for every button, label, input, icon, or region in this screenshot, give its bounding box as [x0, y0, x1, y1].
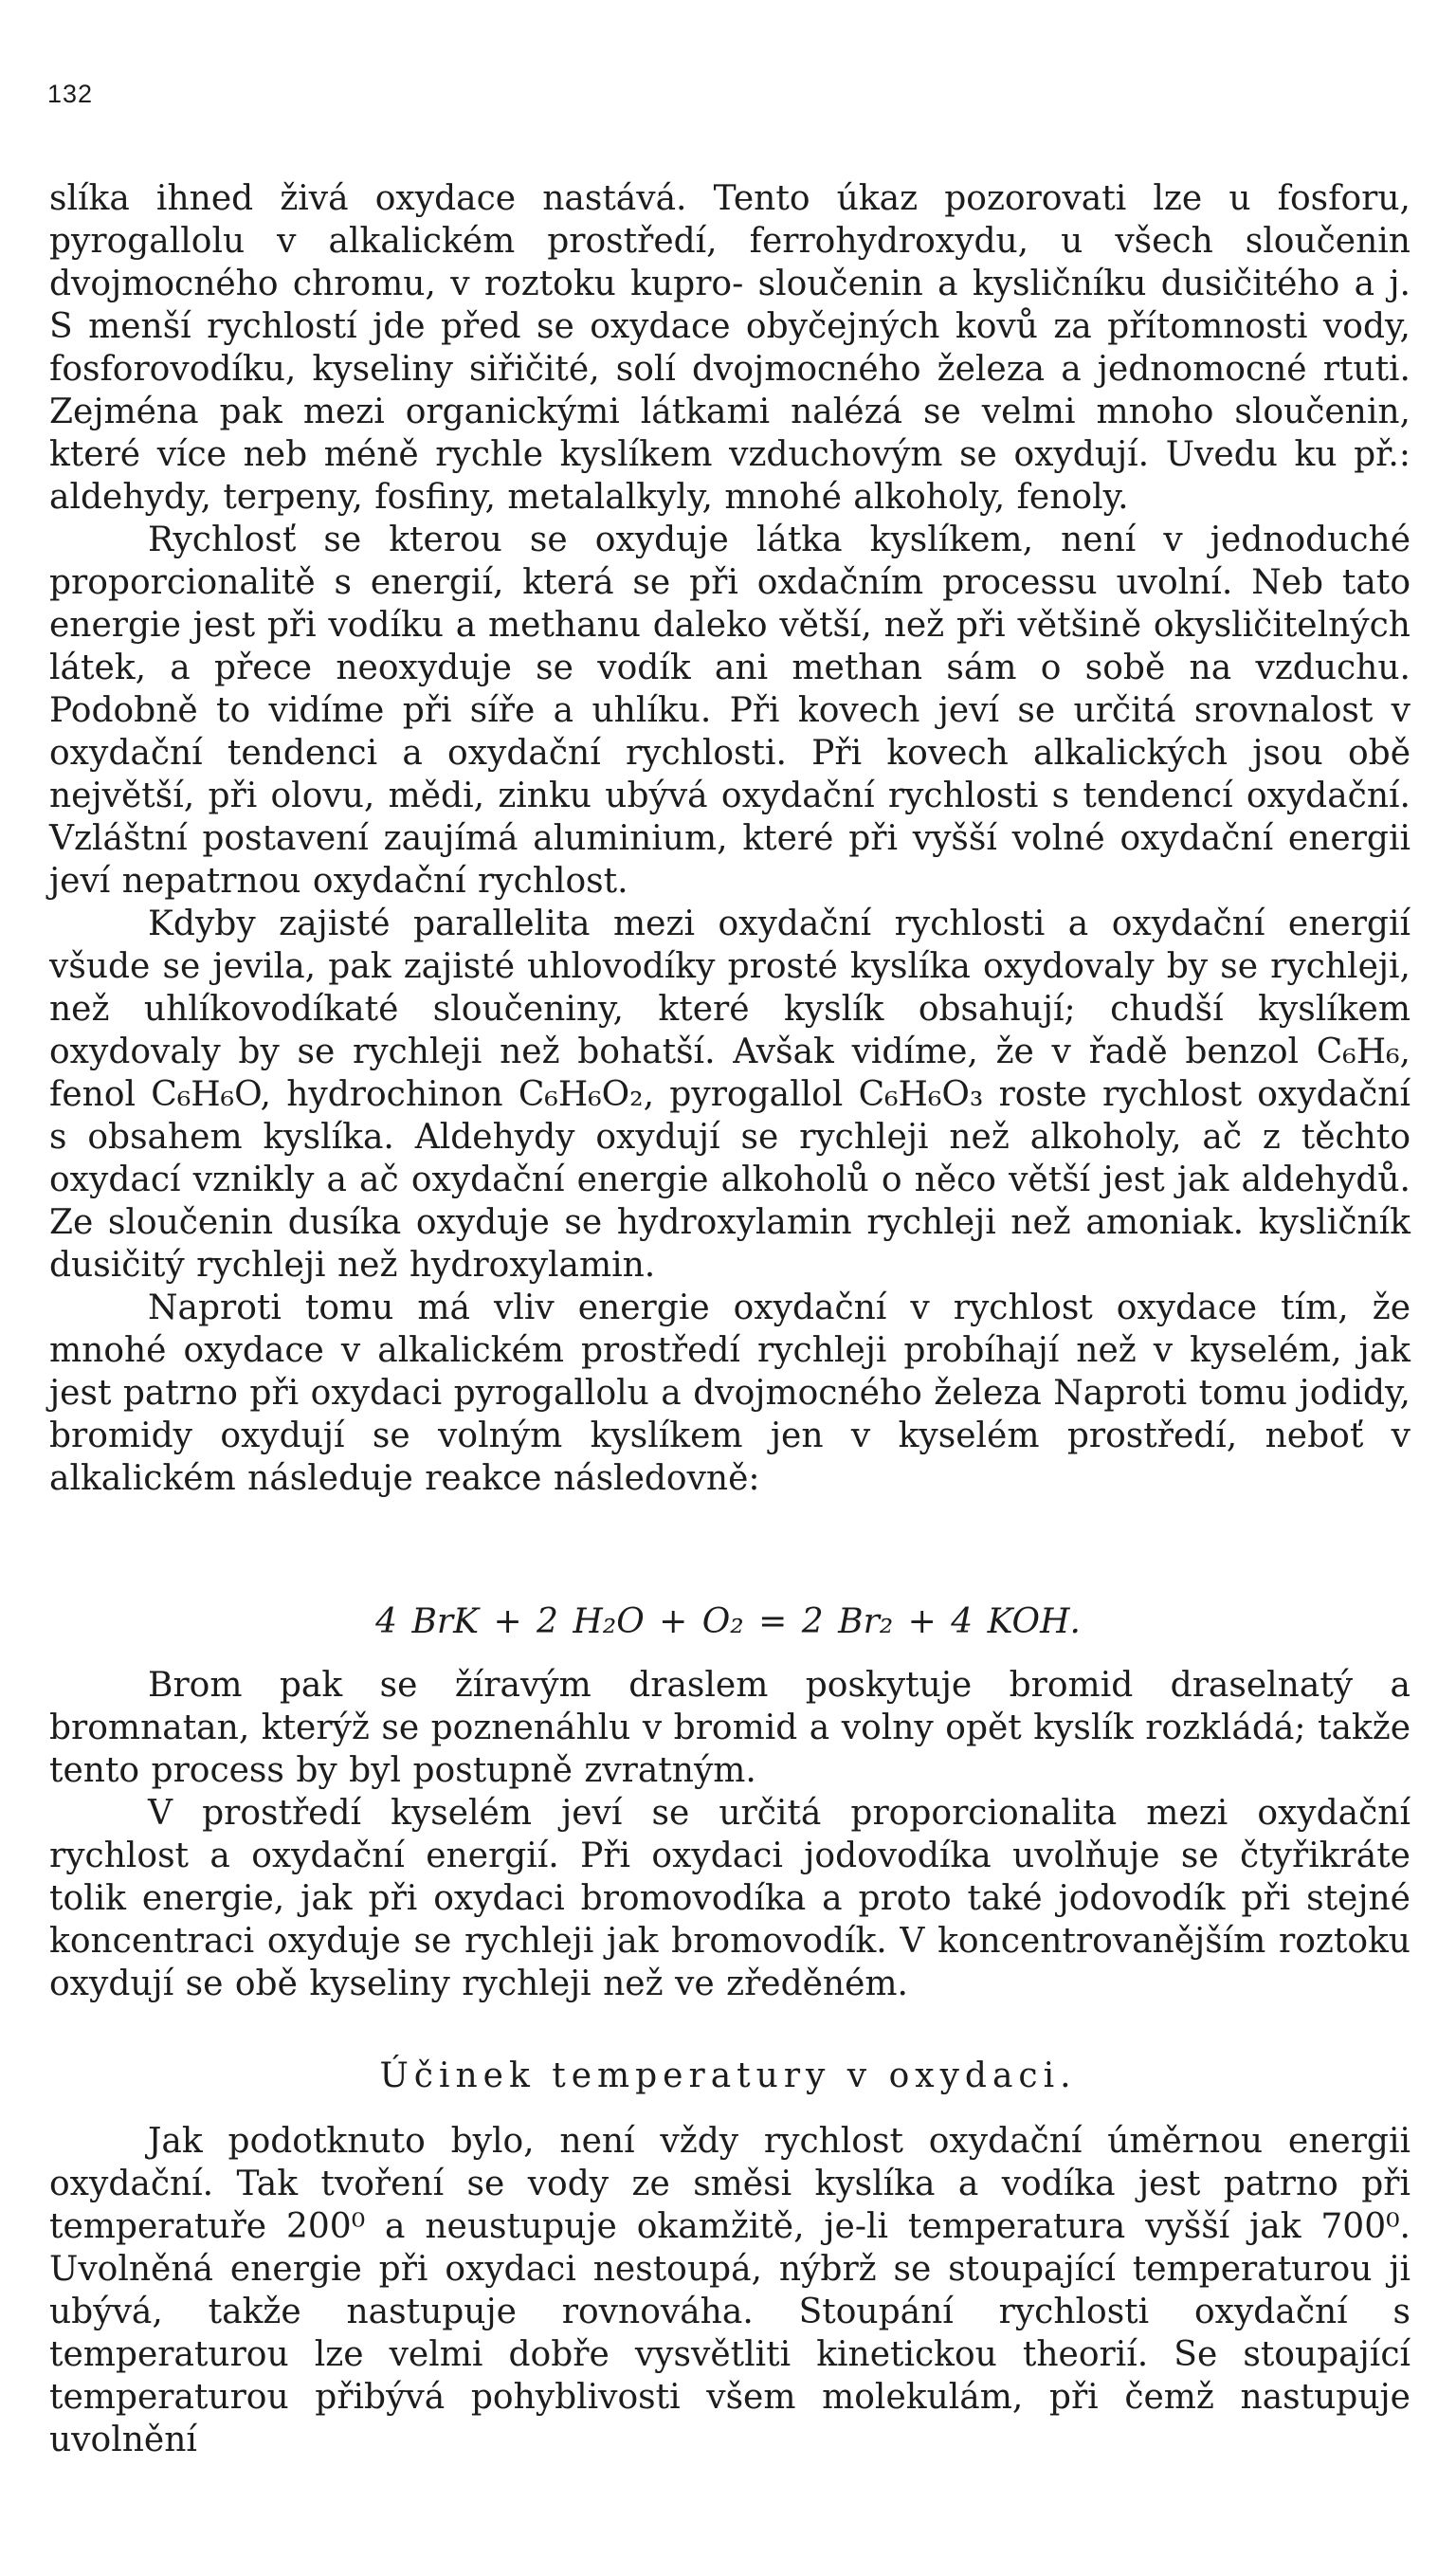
paragraph: Jak podotknuto bylo, není vždy rychlost oxydační úměrnou energii oxydační. Tak tvoření se vody ze směsi kyslíka a vodíka jest patrno při temperatuře 200⁰ a neustupuje okamžitě, je-li temperatura vyšší jak 700⁰. Uvolněná energie při oxydaci nestoupá, nýbrž se stoupající temperaturou ji ubývá, takže nastupuje rovnováha. Stoupání rychlosti oxydační s temperaturou lze velmi dobře vysvětliti kinetickou theorií. Se stoupající temperaturou přibývá pohyblivosti všem molekulám, při čemž nastupuje uvolnění — [49, 2122, 1410, 2459]
text-block-temperature — [49, 2120, 1410, 2461]
paragraph: V prostředí kyselém jeví se určitá proporcionalita mezi oxydační rychlost a oxydační energií. Při oxydaci jodovodíka uvolňuje se čtyřikráte tolik energie, jak při oxydaci bromovodíka a proto také jodovodík při stejné koncentraci oxyduje se rychleji jak bromovodík. V koncentrovanějším roztoku oxydují se obě kyseliny rychleji než ve zředěném. — [49, 1794, 1410, 2003]
paragraph: Naproti tomu má vliv energie oxydační v rychlost oxydace tím, že mnohé oxydace v alkalickém prostředí rychleji probíhají než v kyselém, jak jest patrno při oxydaci pyrogallolu a dvojmocného železa Naproti tomu jodidy, bromidy oxydují se volným kyslíkem jen v kyselém prostředí, neboť v alkalickém následuje reakce následovně: — [49, 1288, 1410, 1498]
paragraph: Brom pak se žíravým draslem poskytuje bromid draselnatý a bromnatan, kterýž se poznenáhlu v bromid a volny opět kyslík rozkládá; takže tento process by byl postupně zvratným. — [49, 1666, 1410, 1790]
paragraph: Rychlosť se kterou se oxyduje látka kyslíkem, není v jednoduché proporcionalitě s energií, která se při oxdačním processu uvolní. Neb tato energie jest při vodíku a methanu daleko větší, než při většině okysličitelných látek, a přece neoxyduje se vodík ani methan sám o sobě na vzduchu. Podobně to vidíme při síře a uhlíku. Při kovech jeví se určitá srovnalost v oxydační tendenci a oxydační rychlosti. Při kovech alkalických jsou obě největší, při olovu, mědi, zinku ubývá oxydační rychlosti s tendencí oxydační. Vzláštní postavení zaujímá aluminium, které při vyšší volné oxydační energii jeví nepatrnou oxydační rychlost. — [49, 521, 1410, 901]
paragraph: Kdyby zajisté parallelita mezi oxydační rychlosti a oxydační energií všude se jevila, pak zajisté uhlovodíky prosté kyslíka oxydovaly by se rychleji, než uhlíkovodíkaté sloučeniny, které kyslík obsahují; chudší kyslíkem oxydovaly by se rychleji než bohatší. Avšak vidíme, že v řadě benzol C₆H₆, fenol C₆H₆O, hydrochinon C₆H₆O₂, pyrogallol C₆H₆O₃ roste rychlost oxydační s obsahem kyslíka. Aldehydy oxydují se rychleji než alkoholy, ač z těchto oxydací vznikly a ač oxydační energie alkoholů o něco větší jest jak aldehydů. Ze sloučenin dusíka oxyduje se hydroxylamin rychleji než amoniak. kysličník dusičitý rychleji než hydroxylamin. — [49, 904, 1410, 1285]
chemical-equation: 4 BrK + 2 H₂O + O₂ = 2 Br₂ + 4 KOH. — [375, 1602, 1081, 1641]
paragraph: slíka ihned živá oxydace nastává. Tento úkaz pozorovati lze u fosforu, pyrogallolu v alkalickém prostředí, ferrohydroxydu, u všech sloučenin dvojmocného chromu, v roztoku kupro- sloučenin a kysličníku dusičitého a j. S menší rychlostí jde před se oxydace obyčejných kovů za přítomnosti vody, fosforovodíku, kyseliny siřičité, solí dvojmocného železa a jednomocné rtuti. Zejména pak mezi organickými látkami nalézá se velmi mnoho sloučenin, které více neb méně rychle kyslíkem vzduchovým se oxydují. Uvedu ku př.: aldehydy, terpeny, fosfiny, metalalkyly, mnohé alkoholy, fenoly. — [49, 179, 1410, 517]
section-heading: Účinek temperatury v oxydaci. — [379, 2056, 1077, 2095]
text-block-oxidation-rate — [49, 177, 1410, 1500]
text-block-bromine — [49, 1664, 1410, 2005]
page-number: 132 — [47, 80, 94, 108]
